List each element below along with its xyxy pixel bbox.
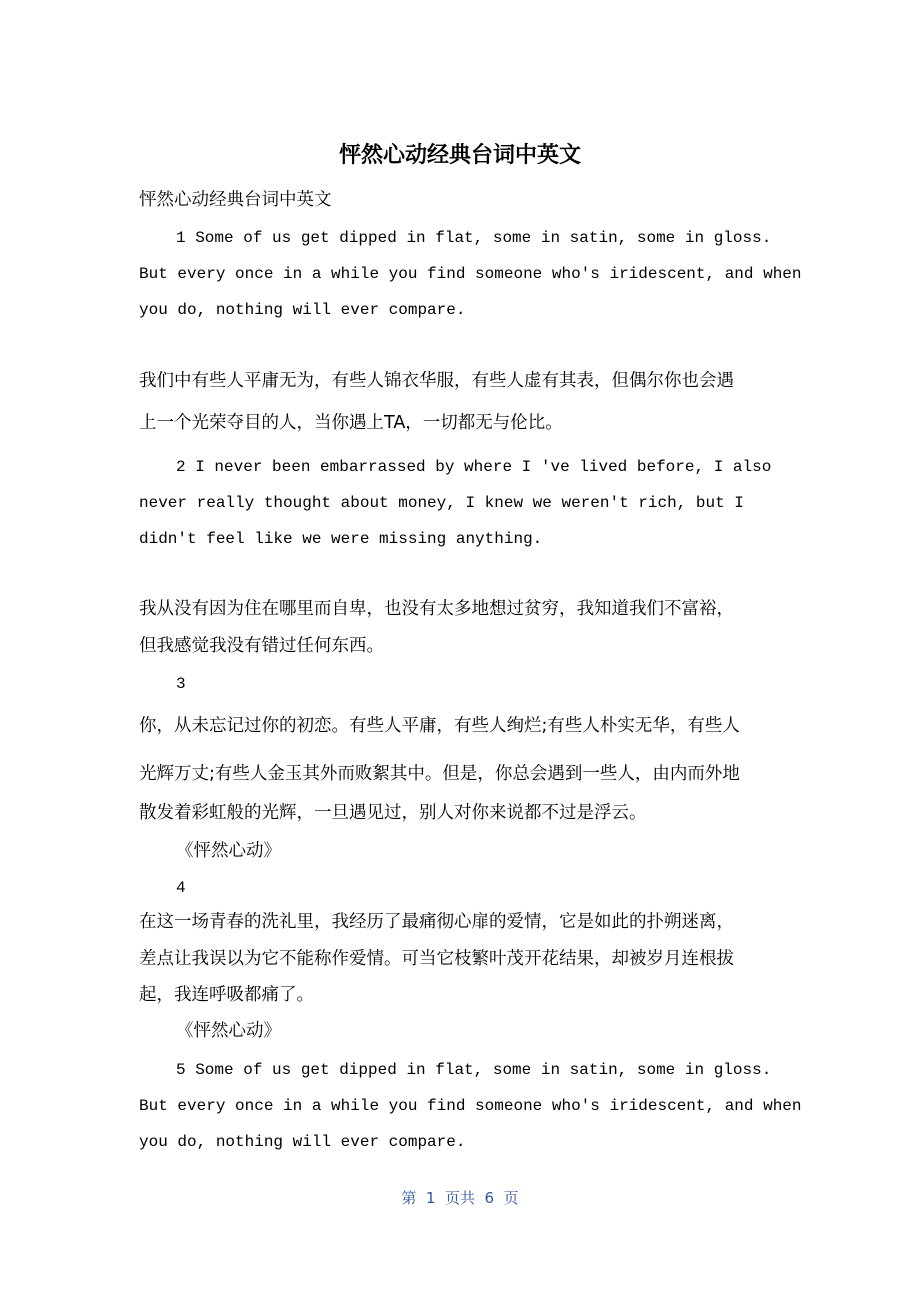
quote-1-zh-line-2: 上一个光荣夺目的人，当你遇上TA，一切都无与伦比。: [139, 413, 563, 433]
quote-5-en-line-2: But every once in a while you find someone who's iridescent, and when: [139, 1097, 802, 1115]
quote-3-source: 《怦然心动》: [176, 841, 281, 861]
quote-3-zh-line-2: 光辉万丈;有些人金玉其外而败絮其中。但是，你总会遇到一些人，由内而外地: [139, 764, 740, 784]
quote-5-en-line-3: you do, nothing will ever compare.: [139, 1133, 466, 1151]
quote-3-zh-line-3: 散发着彩虹般的光辉，一旦遇见过，别人对你来说都不过是浮云。: [139, 803, 647, 823]
quote-4-zh-line-3: 起，我连呼吸都痛了。: [139, 985, 314, 1005]
quote-1-en-line-2: But every once in a while you find someone who's iridescent, and when: [139, 265, 802, 283]
quote-1-en-line-1: 1 Some of us get dipped in flat, some in satin, some in gloss.: [176, 229, 772, 247]
document-title: 怦然心动经典台词中英文: [338, 143, 581, 168]
quote-2-en-line-3: didn't feel like we were missing anything.: [139, 530, 543, 548]
quote-1-en-line-3: you do, nothing will ever compare.: [139, 301, 466, 319]
quote-5-en-line-1: 5 Some of us get dipped in flat, some in satin, some in gloss.: [176, 1061, 772, 1079]
quote-2-en-line-1: 2 I never been embarrassed by where I 've lived before, I also: [176, 458, 772, 476]
quote-4-zh-line-1: 在这一场青春的洗礼里，我经历了最痛彻心扉的爱情，它是如此的扑朔迷离，: [139, 912, 734, 932]
subtitle-line: 怦然心动经典台词中英文: [139, 190, 332, 210]
quote-4-number: 4: [176, 879, 186, 897]
quote-3-number: 3: [176, 675, 186, 693]
quote-2-zh-line-2: 但我感觉我没有错过任何东西。: [139, 636, 384, 656]
quote-4-zh-line-2: 差点让我误以为它不能称作爱情。可当它枝繁叶茂开花结果，却被岁月连根拔: [139, 949, 734, 969]
quote-2-zh-line-1: 我从没有因为住在哪里而自卑，也没有太多地想过贫穷，我知道我们不富裕，: [139, 599, 734, 619]
quote-2-en-line-2: never really thought about money, I knew we weren't rich, but I: [139, 494, 744, 512]
page-number-footer: 第 1 页共 6 页: [401, 1189, 519, 1207]
quote-4-source: 《怦然心动》: [176, 1021, 281, 1041]
quote-3-zh-line-1: 你，从未忘记过你的初恋。有些人平庸，有些人绚烂;有些人朴实无华，有些人: [139, 716, 740, 736]
quote-1-zh-line-1: 我们中有些人平庸无为，有些人锦衣华服，有些人虚有其表，但偶尔你也会遇: [139, 371, 734, 391]
